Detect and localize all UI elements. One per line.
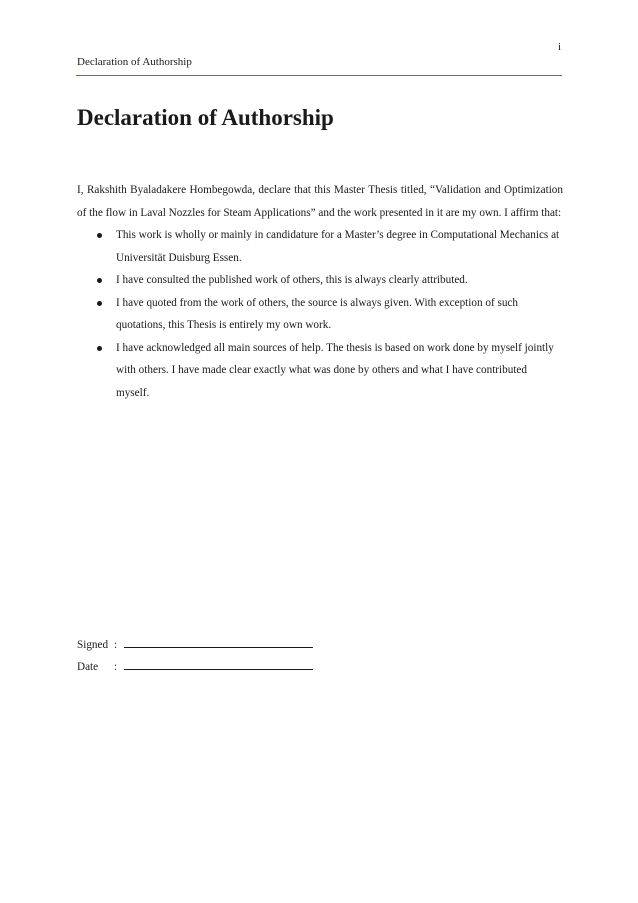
list-item — [77, 292, 563, 337]
list-item-text: I have acknowledged all main sources of help. The thesis is based on work done by myself jointly with others. I have made clear exactly what was done by others and what I have contributed myself. — [116, 341, 554, 399]
bullet-icon — [97, 278, 102, 283]
declaration-body — [77, 179, 563, 404]
date-line — [77, 656, 313, 678]
page-number: i — [557, 41, 561, 53]
list-item — [77, 337, 563, 405]
signed-label: Signed — [77, 639, 109, 651]
page-title: Declaration of Authorship — [77, 105, 334, 130]
signed-colon: : — [114, 639, 118, 651]
list-item-text: I have quoted from the work of others, the source is always given. With exception of such quotations, this Thesis is entirely my own work. — [116, 296, 518, 331]
list-item-text: I have consulted the published work of others, this is always clearly attributed. — [116, 274, 468, 286]
date-label: Date — [77, 661, 99, 673]
date-colon: : — [114, 661, 118, 673]
signature-block — [77, 634, 313, 678]
intro-paragraph: I, Rakshith Byaladakere Hombegowda, declare that this Master Thesis titled, “Validation and Optimization of the flow in Laval Nozzles for Steam Applications” and the work presented in it are my own. I affirm that: — [77, 184, 563, 219]
header-rule — [76, 75, 562, 76]
signed-blank-line — [124, 637, 313, 648]
bullet-icon — [97, 233, 102, 238]
running-header: Declaration of Authorship — [77, 56, 192, 68]
signed-line — [77, 634, 313, 656]
bullet-icon — [97, 301, 102, 306]
list-item-text: This work is wholly or mainly in candidature for a Master’s degree in Computational Mechanics at Universität Duisburg Essen. — [116, 229, 560, 264]
bullet-icon — [97, 346, 102, 351]
list-item — [77, 224, 563, 269]
date-blank-line — [124, 659, 313, 670]
list-item — [77, 269, 563, 292]
affirmation-list — [77, 224, 563, 404]
